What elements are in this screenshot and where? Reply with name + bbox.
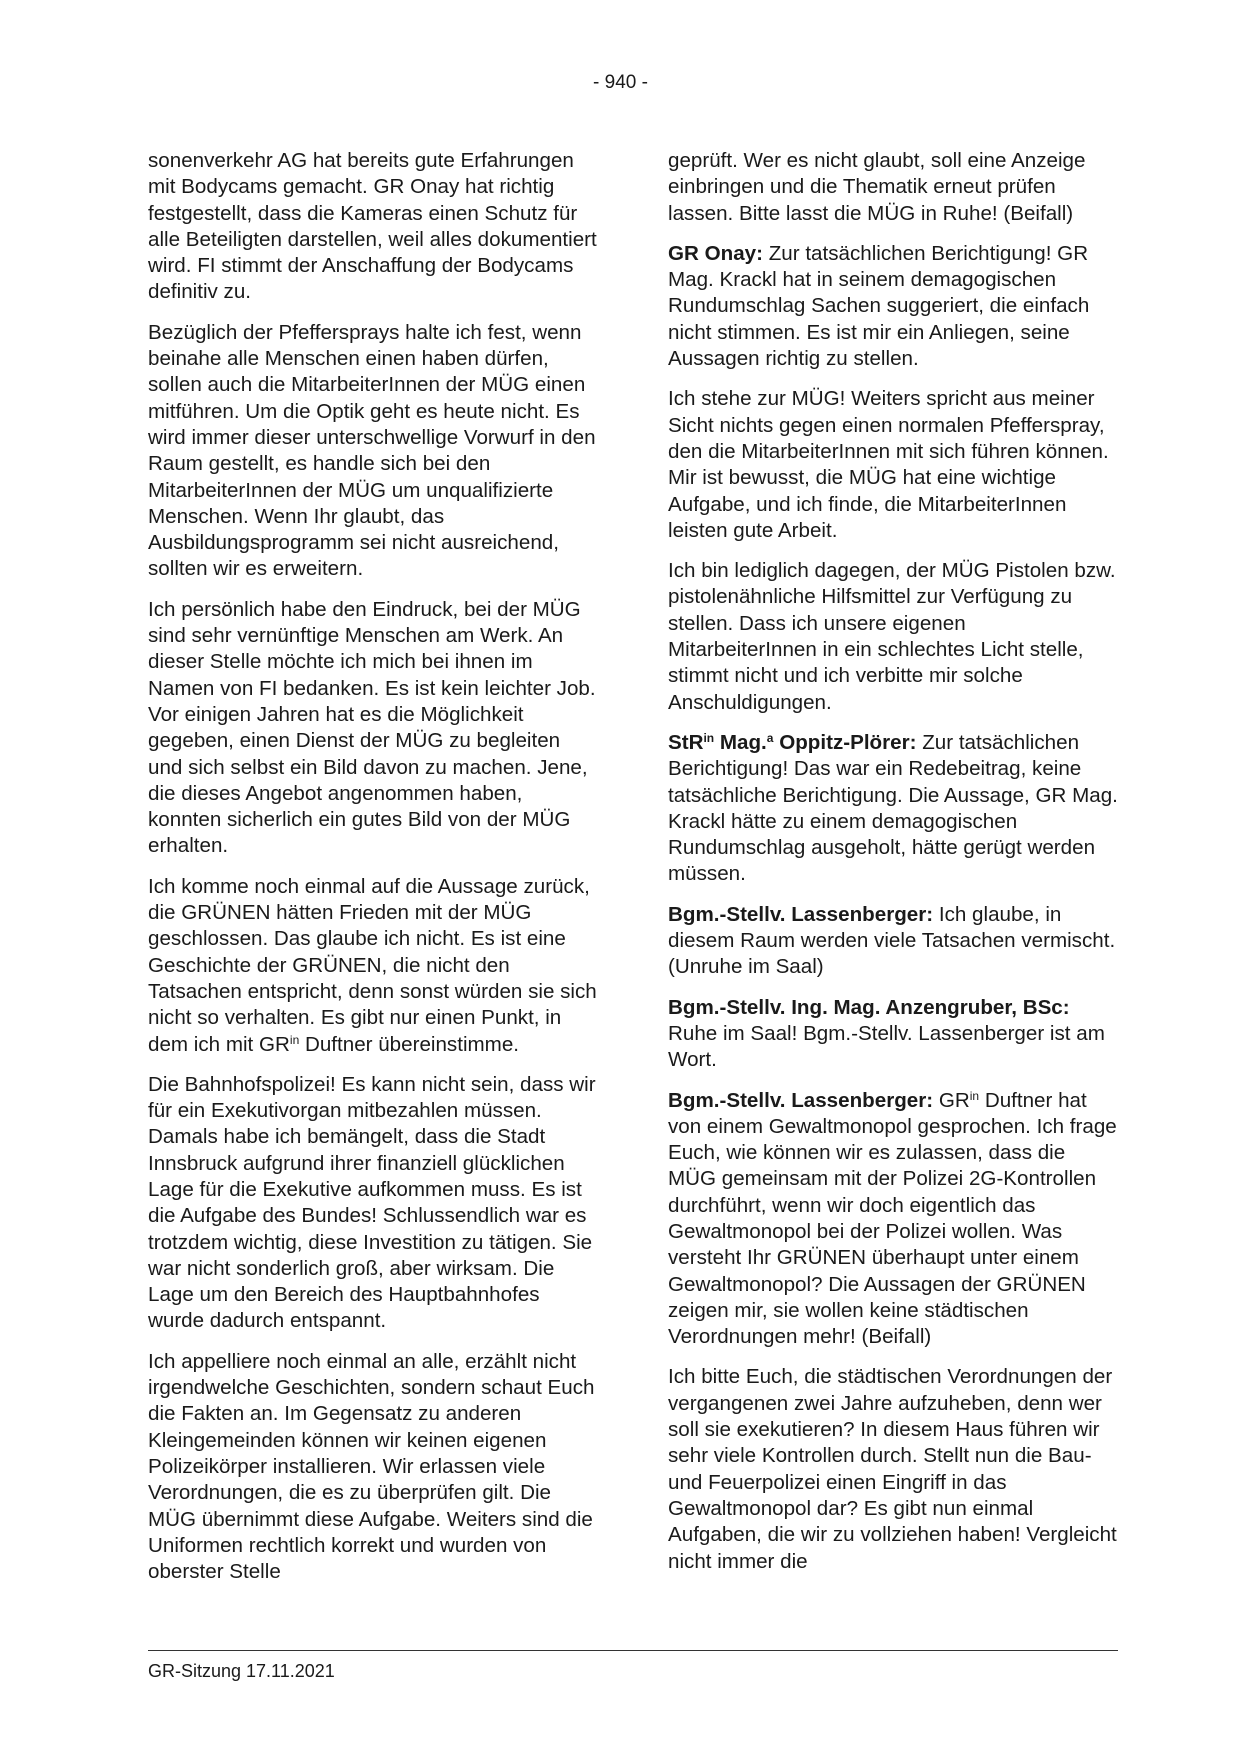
speaker-name: Bgm.-Stellv. Lassenberger: [668,1088,934,1112]
paragraph-text: Ich glaube, in diesem Raum werden viele Tatsachen vermischt. (Unruhe im Saal) [668,902,1116,979]
speaker-name [668,731,916,754]
paragraph-text: Duftner hat von einem Gewaltmonopol gesprochen. Ich frage Euch, wie können wir es zulassen, dass die MÜG gemeinsam mit der Polizei 2G-Kontrollen durchführt, wenn wir doch eigentlich das Gewaltmonopol bei der Polizei wollen. Was versteht Ihr GRÜNEN überhaupt unter einem Gewaltmonopol? Die Aussagen der GRÜNEN zeigen mir, sie wollen keine städtischen Verordnungen mehr! (Beifall) [668,1088,1117,1349]
superscript: a [766,730,774,745]
paragraph [668,730,1118,888]
paragraph [148,874,598,1058]
speaker-name: GR Onay: [668,241,763,265]
paragraph: Ich persönlich habe den Eindruck, bei der MÜG sind sehr vernünftige Menschen am Werk. An dieser Stelle möchte ich mich bei ihnen im Namen von FI bedanken. Es ist kein leichter Job. Vor einigen Jahren hat es die Möglichkeit gegeben, einen Dienst der MÜG zu begleiten und sich selbst ein Bild davon zu machen. Jene, die dieses Angebot angenommen haben, konnten sicherlich ein gutes Bild von der MÜG erhalten. [148,597,596,858]
paragraph-text: Duftner übereinstimme. [299,1032,520,1056]
right-column [668,148,1118,1589]
superscript: in [969,1088,980,1103]
paragraph: sonenverkehr AG hat bereits gute Erfahrungen mit Bodycams gemacht. GR Onay hat richtig festgestellt, dass die Kameras einen Schutz für alle Beteiligten darstellen, weil alles dokumentiert wird. FI stimmt der Anschaffung der Bodycams definitiv zu. [148,149,597,304]
paragraph: Ich stehe zur MÜG! Weiters spricht aus meiner Sicht nichts gegen einen normalen Pfefferspray, den die MitarbeiterInnen mit sich führen können. Mir ist bewusst, die MÜG hat eine wichtige Aufgabe, und ich finde, die MitarbeiterInnen leisten gute Arbeit. [668,387,1109,542]
paragraph-text: GR [933,1088,970,1112]
paragraph: Die Bahnhofspolizei! Es kann nicht sein, dass wir für ein Exekutivorgan mitbezahlen müssen. Damals habe ich bemängelt, dass die Stadt Innsbruck aufgrund ihrer finanziell glücklichen Lage für die Exekutive aufkommen muss. Es ist die Aufgabe des Bundes! Schlussendlich war es trotzdem wichtig, diese Investition zu tätigen. Sie war nicht sonderlich groß, aber wirksam. Die Lage um den Bereich des Hauptbahnhofes wurde dadurch entspannt. [148,1072,596,1333]
paragraph: Ich appelliere noch einmal an alle, erzählt nicht irgendwelche Geschichten, sondern schaut Euch die Fakten an. Im Gegensatz zu anderen Kleingemeinden können wir keinen eigenen Polizeikörper installieren. Wir erlassen viele Verordnungen, die es zu überprüfen gilt. Die MÜG übernimmt diese Aufgabe. Weiters sind die Uniformen rechtlich korrekt und wurden von oberster Stelle [148,1349,595,1584]
superscript: in [289,1032,300,1047]
paragraph [668,902,1118,981]
paragraph [668,241,1118,372]
speaker-name-part: StR [668,730,704,754]
paragraph: Bezüglich der Pfeffersprays halte ich fest, wenn beinahe alle Menschen einen haben dürfen, sollen auch die MitarbeiterInnen der MÜG einen mitführen. Um die Optik geht es heute nicht. Es wird immer dieser unterschwellige Vorwurf in den Raum gestellt, es handle sich bei den MitarbeiterInnen der MÜG um unqualifizierte Menschen. Wenn Ihr glaubt, das Ausbildungsprogramm sei nicht ausreichend, sollten wir es erweitern. [148,320,596,581]
paragraph-text: Ich komme noch einmal auf die Aussage zurück, die GRÜNEN hätten Frieden mit der MÜG geschlossen. Das glaube ich nicht. Es ist eine Geschichte der GRÜNEN, die nicht den Tatsachen entspricht, denn sonst würden sie sich nicht so verhalten. Es gibt nur einen Punkt, in dem ich mit GR [148,874,597,1056]
paragraph [668,1088,1118,1351]
speaker-name: Bgm.-Stellv. Lassenberger: [668,902,934,926]
page-number: - 940 - [593,72,648,93]
footer-session-date: GR-Sitzung 17.11.2021 [148,1661,335,1681]
paragraph [668,995,1118,1074]
speaker-name-part: Oppitz-Plörer: [773,730,917,754]
paragraph-text: Zur tatsächlichen Berichtigung! Das war ein Redebeitrag, keine tatsächliche Berichtigung. Die Aussage, GR Mag. Krackl hätte zu einem demagogischen Rundumschlag ausgeholt, hätte gerügt werden müssen. [668,730,1118,886]
paragraph-text: Zur tatsächlichen Berichtigung! GR Mag. Krackl hat in seinem demagogischen Rundumschlag Sachen suggeriert, die einfach nicht stimmen. Es ist mir ein Anliegen, seine Aussagen richtig zu stellen. [668,241,1090,371]
speaker-name-part: Mag. [714,730,767,754]
left-column [148,148,598,1599]
paragraph: geprüft. Wer es nicht glaubt, soll eine Anzeige einbringen und die Thematik erneut prüfen lassen. Bitte lasst die MÜG in Ruhe! (Beifall) [668,149,1086,225]
paragraph-text: Ruhe im Saal! Bgm.-Stellv. Lassenberger ist am Wort. [668,1021,1105,1072]
superscript: in [703,730,715,745]
paragraph: Ich bin lediglich dagegen, der MÜG Pistolen bzw. pistolenähnliche Hilfsmittel zur Verfügung zu stellen. Dass ich unsere eigenen MitarbeiterInnen in ein schlechtes Licht stelle, stimmt nicht und ich verbitte mir solche Anschuldigungen. [668,559,1116,714]
speaker-name: Bgm.-Stellv. Ing. Mag. Anzengruber, BSc: [668,995,1070,1019]
footer-divider [148,1650,1118,1651]
paragraph: Ich bitte Euch, die städtischen Verordnungen der vergangenen zwei Jahre aufzuheben, denn wer soll sie exekutieren? In diesem Haus führen wir sehr viele Kontrollen durch. Stellt nun die Bau- und Feuerpolizei einen Eingriff in das Gewaltmonopol dar? Es gibt nun einmal Aufgaben, die wir zu vollziehen haben! Vergleicht nicht immer die [668,1365,1117,1573]
